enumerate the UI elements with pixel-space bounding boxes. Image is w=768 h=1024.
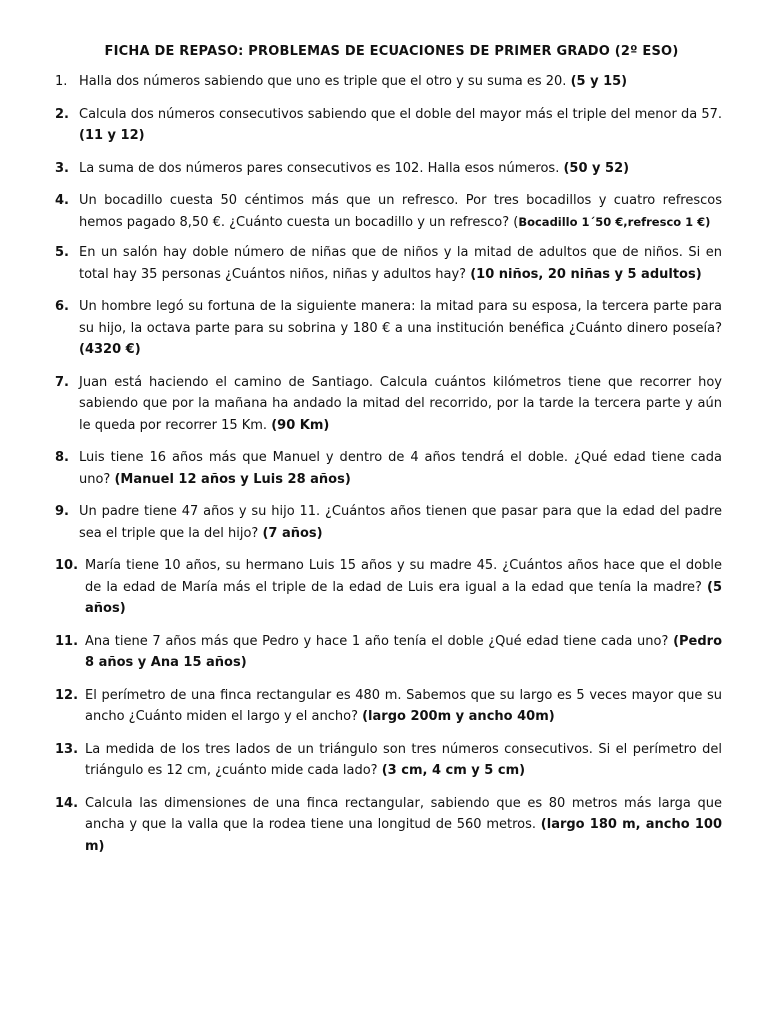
problem-number: 12. [55,687,79,703]
problem-number: 2. [55,106,69,122]
problem-item [55,685,722,728]
problem-body [79,190,722,233]
problem-body [79,242,722,285]
problem-number: 8. [55,450,69,465]
problem-item [55,190,722,233]
problem-answer: (4320 €) [79,342,141,357]
problem-text: Calcula dos números consecutivos sabiendo que el doble del mayor más el triple del menor da 57. [79,106,722,122]
problem-body [85,739,722,782]
problem-number: 9. [55,504,69,519]
problem-answer: Bocadillo 1´50 €,refresco 1 €) [518,214,711,229]
problem-body [79,104,722,147]
problem-item [55,739,722,782]
problem-body [85,793,722,858]
problem-text: La medida de los tres lados de un triángulo son tres números consecutivos. Si el perímetro del triángulo es 12 cm, ¿cuánto mide cada lado? [85,741,722,778]
problem-answer: (7 años) [262,525,323,541]
worksheet-title: FICHA DE REPASO: PROBLEMAS DE ECUACIONES DE PRIMER GRADO (2º ESO) [104,44,679,59]
problem-list [55,71,722,857]
problem-item [55,555,722,620]
problem-answer: (50 y 52) [563,160,630,176]
problem-text: Calcula las dimensiones de una finca rectangular, sabiendo que es 80 metros más larga que ancha y que la valla que la rodea tiene una longitud de 560 metros. [85,795,722,832]
problem-body [79,71,722,93]
problem-answer: (5 años) [85,579,722,616]
problem-answer: (Pedro 8 años y Ana 15 años) [85,633,722,670]
problem-text: Halla dos números sabiendo que uno es triple que el otro y su suma es 20. [79,74,571,89]
problem-answer: (10 niños, 20 niñas y 5 adultos) [470,266,702,282]
problem-item [55,104,722,147]
problem-text: Un hombre legó su fortuna de la siguiente manera: la mitad para su esposa, la tercera parte para su hijo, la octava parte para su sobrina y 180 € a una institución benéfica ¿Cuánto dinero poseía? [79,299,722,336]
problem-answer: (largo 180 m, ancho 100 m) [85,817,722,854]
problem-body [79,158,722,180]
problem-text: María tiene 10 años, su hermano Luis 15 años y su madre 45. ¿Cuántos años hace que el doble de la edad de María más el triple de la edad de Luis era igual a la edad que tenía la madre? [85,558,722,595]
problem-body [79,372,722,437]
problem-body [85,555,722,620]
problem-item [55,242,722,285]
problem-answer: (3 cm, 4 cm y 5 cm) [381,763,526,778]
problem-item [55,71,722,93]
problem-item [55,372,722,437]
problem-text: La suma de dos números pares consecutivos es 102. Halla esos números. [79,160,564,176]
problem-number: 14. [55,795,79,811]
problem-item [55,631,722,674]
problem-answer: (11 y 12) [79,128,145,143]
problem-number: 10. [55,558,79,573]
problem-text: En un salón hay doble número de niñas que de niños y la mitad de adultos que de niños. Si en total hay 35 personas ¿Cuántos niños, niñas y adultos hay? [79,245,722,282]
problem-text: Juan está haciendo el camino de Santiago. Calcula cuántos kilómetros tiene que recorrer hoy sabiendo que por la mañana ha andado la mitad del recorrido, por la tarde la tercera parte y aún le queda por recorrer 15 Km. [79,374,722,433]
problem-text: Ana tiene 7 años más que Pedro y hace 1 año tenía el doble ¿Qué edad tiene cada uno? [85,633,674,649]
problem-number: 7. [55,374,69,390]
problem-number: 1. [55,74,68,89]
problem-answer: (90 Km) [271,417,330,433]
problem-body [79,296,722,361]
problem-number: 11. [55,633,79,649]
problem-body [85,685,722,728]
problem-item [55,158,722,180]
problem-number: 5. [55,245,69,260]
problem-number: 4. [55,193,69,208]
problem-number: 6. [55,299,69,314]
problem-body [85,631,722,674]
problem-text: Un padre tiene 47 años y su hijo 11. ¿Cuántos años tienen que pasar para que la edad del padre sea el triple que la del hijo? [79,504,722,541]
problem-item [55,793,722,858]
problem-text: Luis tiene 16 años más que Manuel y dentro de 4 años tendrá el doble. ¿Qué edad tiene cada uno? [79,450,722,487]
problem-item [55,501,722,544]
problem-text: El perímetro de una finca rectangular es 480 m. Sabemos que su largo es 5 veces mayor que su ancho ¿Cuánto miden el largo y el ancho? [85,687,722,724]
problem-text: Un bocadillo cuesta 50 céntimos más que un refresco. Por tres bocadillos y cuatro refrescos hemos pagado 8,50 €. ¿Cuánto cuesta un bocadillo y un refresco? ( [79,193,722,230]
problem-number: 13. [55,741,79,757]
problem-number: 3. [55,160,69,176]
problem-item [55,447,722,490]
problem-body [79,501,722,544]
problem-answer: (largo 200m y ancho 40m) [362,709,555,724]
problem-body [79,447,722,490]
problem-answer: (Manuel 12 años y Luis 28 años) [114,471,351,487]
problem-item [55,296,722,361]
problem-answer: (5 y 15) [570,74,628,89]
